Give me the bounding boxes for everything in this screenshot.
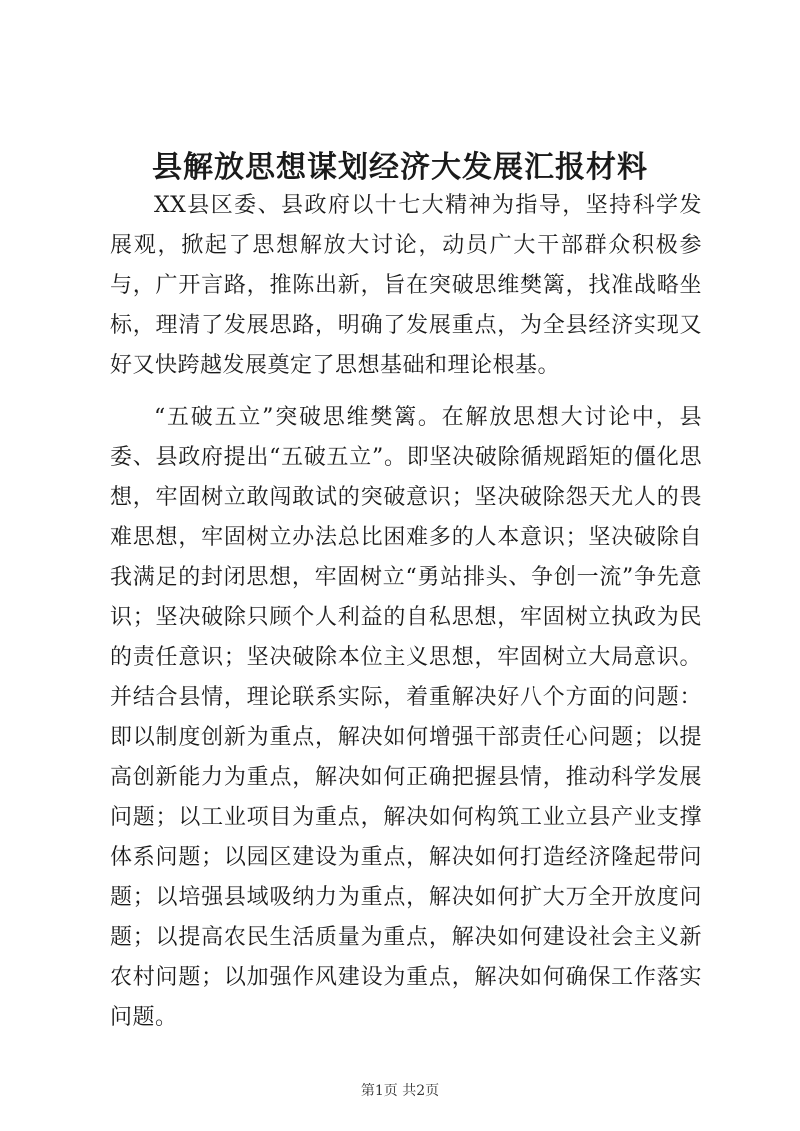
- paragraph-intro: XX县区委、县政府以十七大精神为指导，坚持科学发展观，掀起了思想解放大讨论，动员广大干部群众积极参与，广开言路，推陈出新，旨在突破思维樊篱，找准战略坐标，理清了发展思路，明确了发展重点，为全县经济实现又好又快跨越发展奠定了思想基础和理论根基。: [110, 193, 702, 378]
- paragraph-wupowuli: “五破五立”突破思维樊篱。在解放思想大讨论中，县委、县政府提出“五破五立”。即坚决破除循规蹈矩的僵化思想，牢固树立敢闯敢试的突破意识；坚决破除怨天尤人的畏难思想，牢固树立办法总比困难多的人本意识；坚决破除自我满足的封闭思想，牢固树立“勇站排头、争创一流”争先意识；坚决破除只顾个人利益的自私思想，牢固树立执政为民的责任意识；坚决破除本位主义思想，牢固树立大局意识。并结合县情，理论联系实际，着重解决好八个方面的问题：即以制度创新为重点，解决如何增强干部责任心问题；以提高创新能力为重点，解决如何正确把握县情，推动科学发展问题；以工业项目为重点，解决如何构筑工业立县产业支撑体系问题；以园区建设为重点，解决如何打造经济隆起带问题；以培强县域吸纳力为重点，解决如何扩大万全开放度问题；以提高农民生活质量为重点，解决如何建设社会主义新农村问题；以加强作风建设为重点，解决如何确保工作落实问题。: [110, 405, 702, 1030]
- document-title: 县解放思想谋划经济大发展汇报材料: [152, 150, 648, 185]
- page-number-footer: 第1页 共2页: [360, 1083, 440, 1099]
- document-body: [110, 186, 702, 1038]
